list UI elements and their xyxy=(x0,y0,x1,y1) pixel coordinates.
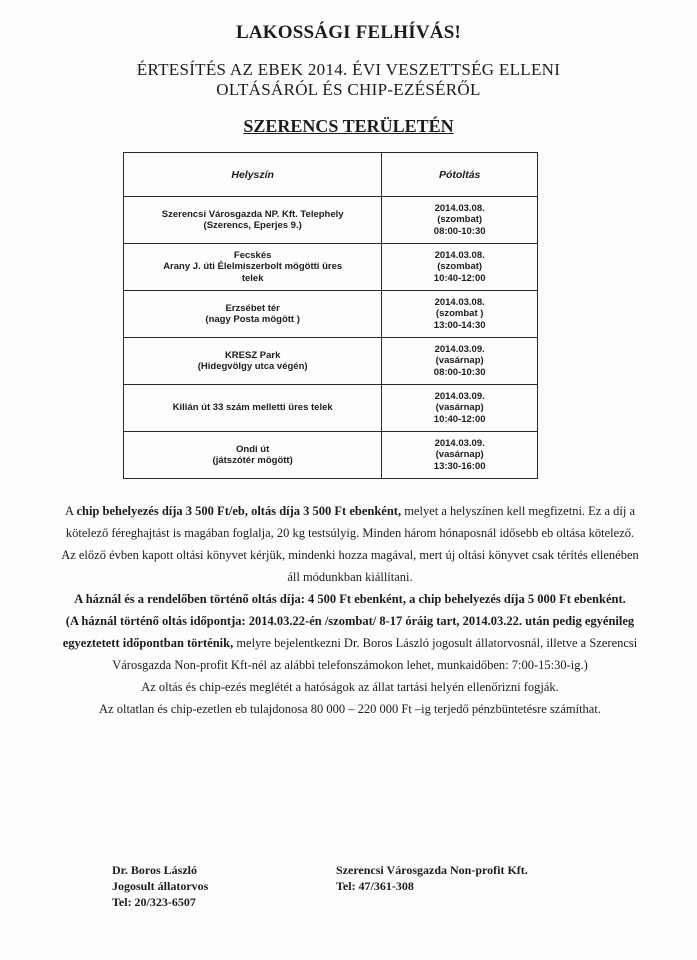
schedule-header-row xyxy=(124,153,538,197)
date-cell: 2014.03.08. (szombat) 08:00-10:30 xyxy=(382,197,538,244)
table-row xyxy=(124,244,538,291)
notice-subtitle-line2: OLTÁSÁRÓL ÉS CHIP-EZÉSÉRŐL xyxy=(216,80,481,99)
vet-role: Jogosult állatorvos xyxy=(112,879,209,893)
table-row xyxy=(124,291,538,338)
vet-name: Dr. Boros László xyxy=(112,863,198,877)
notice-region: SZERENCS TERÜLETÉN xyxy=(243,116,454,136)
location-cell: KRESZ Park (Hidegvölgy utca végén) xyxy=(124,338,382,385)
inspection-paragraph: Az oltás és chip-ezés meglétét a hatóságok az állat tartási helyén ellenőrizni fogják. xyxy=(141,680,559,694)
table-row xyxy=(124,432,538,479)
signature-organization xyxy=(336,862,528,894)
header-date: Pótoltás xyxy=(382,153,538,197)
date-cell: 2014.03.09. (vasárnap) 13:30-16:00 xyxy=(382,432,538,479)
org-phone: Tel: 47/361-308 xyxy=(336,879,414,893)
signature-vet xyxy=(112,862,208,910)
penalty-paragraph: Az oltatlan és chip-ezetlen eb tulajdonosa 80 000 – 220 000 Ft –ig terjedő pénzbüntetésre számíthat. xyxy=(99,702,601,716)
fee-highlight: chip behelyezés díja 3 500 Ft/eb, oltás díja 3 500 Ft ebenként, xyxy=(76,504,402,518)
table-row xyxy=(124,385,538,432)
location-cell: Fecskés Arany J. úti Élelmiszerbolt mögötti üres telek xyxy=(124,244,382,291)
schedule-table xyxy=(123,152,538,479)
header-location: Helyszín xyxy=(124,153,382,197)
home-visit-fee-paragraph: A háznál és a rendelőben történő oltás díja: 4 500 Ft ebenként, a chip behelyezés díja 5 000 Ft ebenként. xyxy=(74,592,626,606)
org-name: Szerencsi Városgazda Non-profit Kft. xyxy=(336,863,528,877)
table-row xyxy=(124,338,538,385)
date-cell: 2014.03.08. (szombat ) 13:00-14:30 xyxy=(382,291,538,338)
date-cell: 2014.03.09. (vasárnap) 08:00-10:30 xyxy=(382,338,538,385)
table-row xyxy=(124,197,538,244)
location-cell: Kilián út 33 szám melletti üres telek xyxy=(124,385,382,432)
location-cell: Szerencsi Városgazda NP. Kft. Telephely (Szerencs, Eperjes 9.) xyxy=(124,197,382,244)
vaccination-book-paragraph: Az előző évben kapott oltási könyvet kérjük, mindenki hozza magával, mert új oltási könyvet csak térítés ellenében áll módunkban kiállítani. xyxy=(61,548,639,584)
notice-subtitle-line1: ÉRTESÍTÉS AZ EBEK 2014. ÉVI VESZETTSÉG ELLENI xyxy=(136,60,561,79)
home-visit-schedule-paragraph: (A háznál történő oltás időpontja: 2014.03.22-én /szombat/ 8-17 óráig tart, 2014.03.22. után pedig egyénileg egyeztetett időpontban történik, melyre bejelentkezni Dr. Boros László jogosult állatorvosnál, illetve a Szerencsi Városgazda Non-profit Kft-nél az alábbi telefonszámokon lehet, munkaidőben: 7:00-15:30-ig.) xyxy=(62,614,638,672)
location-cell: Ondi út (játszótér mögött) xyxy=(124,432,382,479)
date-cell: 2014.03.08. (szombat) 10:40-12:00 xyxy=(382,244,538,291)
date-cell: 2014.03.09. (vasárnap) 10:40-12:00 xyxy=(382,385,538,432)
fee-paragraph: A chip behelyezés díja 3 500 Ft/eb, oltás díja 3 500 Ft ebenként, melyet a helyszínen kell megfizetni. Ez a díj a kötelező féreghajtást is magában foglalja, 20 kg testsúlyig. Minden három hónaposnál idősebb eb oltása kötelező. xyxy=(64,504,636,540)
notice-body xyxy=(60,500,640,720)
location-cell: Erzsébet tér (nagy Posta mögött ) xyxy=(124,291,382,338)
vet-phone: Tel: 20/323-6507 xyxy=(112,895,196,909)
home-visit-schedule-highlight: (A háznál történő oltás időpontja: 2014.03.22-én /szombat/ 8-17 óráig tart, 2014.03.22. után pedig egyénileg egyeztetett időpontban történik, xyxy=(62,614,635,650)
notice-title: LAKOSSÁGI FELHÍVÁS! xyxy=(236,22,461,43)
